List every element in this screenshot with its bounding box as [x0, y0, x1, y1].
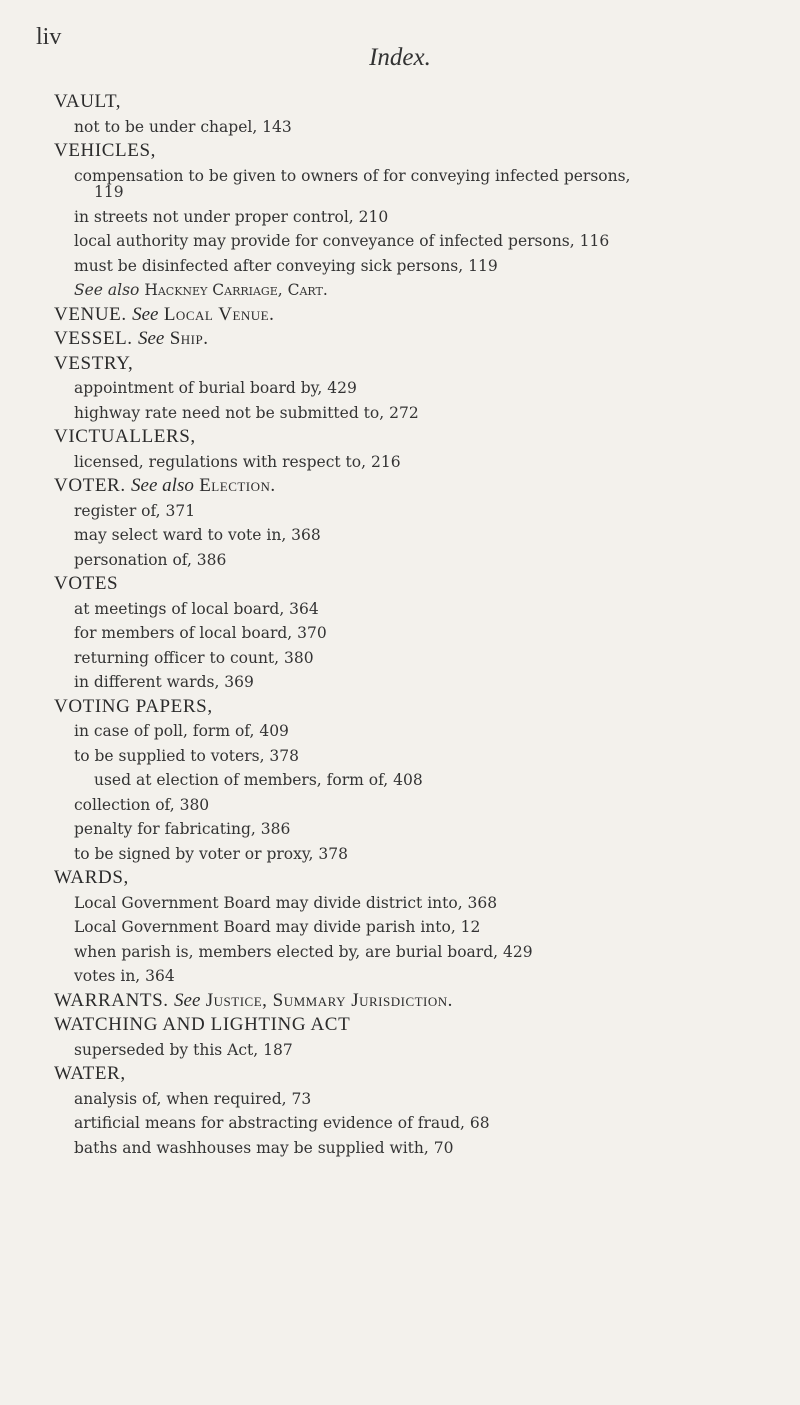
sub-entry-text: baths and washhouses may be supplied with, 70 — [74, 1138, 454, 1157]
sub-entry-text: to be signed by voter or proxy, 378 — [74, 844, 348, 863]
cross-reference-label: See — [137, 328, 165, 349]
sub-entry — [54, 964, 794, 989]
sub-entry-text: collection of, 380 — [74, 795, 210, 814]
cross-reference-label: See — [174, 989, 201, 1011]
entry-heading — [54, 572, 794, 597]
entry-heading — [54, 866, 794, 891]
sub-entry — [54, 940, 794, 965]
sub-entry — [54, 891, 794, 916]
sub-entry — [54, 229, 794, 254]
entry-heading — [54, 90, 794, 115]
entry-heading-text: VICTUALLERS, — [54, 426, 196, 447]
page-number: liv — [36, 24, 62, 50]
index-entry — [54, 139, 794, 303]
index-entry — [54, 327, 794, 352]
entry-heading-text: VESTRY, — [54, 352, 134, 374]
sub-entry — [54, 621, 794, 646]
sub-entry — [54, 450, 794, 475]
index-entry — [54, 90, 794, 139]
sub-entry-text: personation of, 386 — [74, 550, 227, 569]
index-entries — [54, 90, 794, 1160]
sub-entry-text: returning officer to count, 380 — [74, 648, 314, 667]
sub-entry — [54, 1111, 794, 1136]
see-also-target: Hackney Carriage, Cart. — [144, 281, 328, 299]
sub-entry — [54, 376, 794, 401]
sub-entry-text: used at election of members, form of, 408 — [94, 771, 423, 789]
cross-reference-target: Ship. — [169, 328, 209, 349]
sub-entry — [54, 1038, 794, 1063]
index-entry — [54, 1062, 794, 1160]
entry-heading-text: WATCHING AND LIGHTING ACT — [54, 1014, 351, 1035]
sub-entry — [54, 670, 794, 695]
entry-heading-text: VESSEL. — [54, 328, 133, 349]
sub-entry — [54, 278, 794, 303]
sub-entry-text: appointment of burial board by, 429 — [74, 379, 357, 397]
sub-entry — [54, 817, 794, 842]
see-also-label: See also — [74, 281, 140, 299]
entry-heading-text: WATER, — [54, 1063, 126, 1084]
sub-entry-text: Local Government Board may divide district into, 368 — [74, 893, 498, 912]
sub-entry-text: register of, 371 — [74, 501, 196, 520]
entry-heading-text: VENUE. — [54, 303, 127, 325]
entry-heading — [54, 1062, 794, 1087]
entry-heading-text: VOTING PAPERS, — [54, 695, 213, 717]
index-entry — [54, 425, 794, 474]
entry-heading — [54, 139, 794, 164]
sub-entry-text: in streets not under proper control, 210 — [74, 207, 389, 226]
index-entry — [54, 352, 794, 426]
sub-entry-text: votes in, 364 — [74, 967, 175, 985]
sub-entry-text: superseded by this Act, 187 — [74, 1040, 293, 1059]
entry-heading-text: WARRANTS. — [54, 989, 169, 1011]
sub-entry-text: must be disinfected after conveying sick persons, 119 — [74, 256, 498, 275]
sub-entry-text: at meetings of local board, 364 — [74, 599, 319, 618]
entry-heading — [54, 303, 794, 328]
sub-entry — [54, 915, 794, 940]
entry-heading-text: VOTER. — [54, 475, 126, 496]
entry-heading-text: VOTES — [54, 573, 119, 594]
sub-entry — [54, 646, 794, 671]
sub-entry-text: highway rate need not be submitted to, 272 — [74, 403, 419, 422]
sub-entry — [54, 744, 794, 769]
sub-entry — [54, 205, 794, 230]
cross-reference-label: See also — [131, 475, 194, 496]
cross-reference-label: See — [132, 303, 159, 325]
sub-entry — [54, 254, 794, 279]
sub-entry — [54, 548, 794, 573]
cross-reference-target: Election. — [199, 475, 276, 496]
sub-entry — [54, 597, 794, 622]
index-entry — [54, 695, 794, 867]
sub-entry-text: Local Government Board may divide parish into, 12 — [74, 918, 481, 936]
entry-heading-text: VEHICLES, — [54, 140, 156, 161]
index-entry — [54, 1013, 794, 1062]
sub-entry-text: not to be under chapel, 143 — [74, 117, 292, 136]
sub-entry-text: in case of poll, form of, 409 — [74, 722, 289, 740]
sub-entry — [54, 1136, 794, 1161]
sub-entry — [54, 768, 794, 793]
sub-entry-text: compensation to be given to owners of for conveying infected persons, — [74, 166, 631, 185]
sub-entry-text: analysis of, when required, 73 — [74, 1089, 312, 1108]
sub-entry-text: in different wards, 369 — [74, 673, 254, 691]
entry-heading — [54, 695, 794, 720]
sub-entry-text: when parish is, members elected by, are burial board, 429 — [74, 942, 533, 961]
sub-entry-text: for members of local board, 370 — [74, 624, 327, 642]
sub-entry-text: penalty for fabricating, 386 — [74, 820, 291, 838]
sub-entry — [54, 1087, 794, 1112]
entry-heading-text: WARDS, — [54, 867, 129, 888]
sub-entry-text: artificial means for abstracting evidence of fraud, 68 — [74, 1114, 490, 1132]
index-entry — [54, 989, 794, 1014]
sub-entry — [54, 115, 794, 140]
running-title: Index. — [369, 44, 431, 71]
entry-heading — [54, 352, 794, 377]
index-entry — [54, 572, 794, 695]
sub-entry — [54, 793, 794, 818]
sub-entry-text: licensed, regulations with respect to, 216 — [74, 452, 401, 471]
index-entry — [54, 303, 794, 328]
entry-heading — [54, 989, 794, 1014]
sub-entry-continuation: 119 — [94, 183, 124, 201]
entry-heading — [54, 474, 794, 499]
entry-heading — [54, 327, 794, 352]
cross-reference-target: Local Venue. — [163, 303, 275, 325]
sub-entry-text: may select ward to vote in, 368 — [74, 526, 321, 544]
entry-heading — [54, 1013, 794, 1038]
sub-entry-text: to be supplied to voters, 378 — [74, 746, 300, 765]
sub-entry — [54, 401, 794, 426]
sub-entry-text: local authority may provide for conveyance of infected persons, 116 — [74, 232, 610, 250]
entry-heading-text: VAULT, — [54, 91, 122, 112]
cross-reference-target: Justice, Summary Jurisdiction. — [205, 989, 453, 1011]
index-entry — [54, 866, 794, 989]
sub-entry — [54, 499, 794, 524]
sub-entry — [54, 523, 794, 548]
sub-entry — [54, 719, 794, 744]
sub-entry — [54, 842, 794, 867]
entry-heading — [54, 425, 794, 450]
index-entry — [54, 474, 794, 572]
